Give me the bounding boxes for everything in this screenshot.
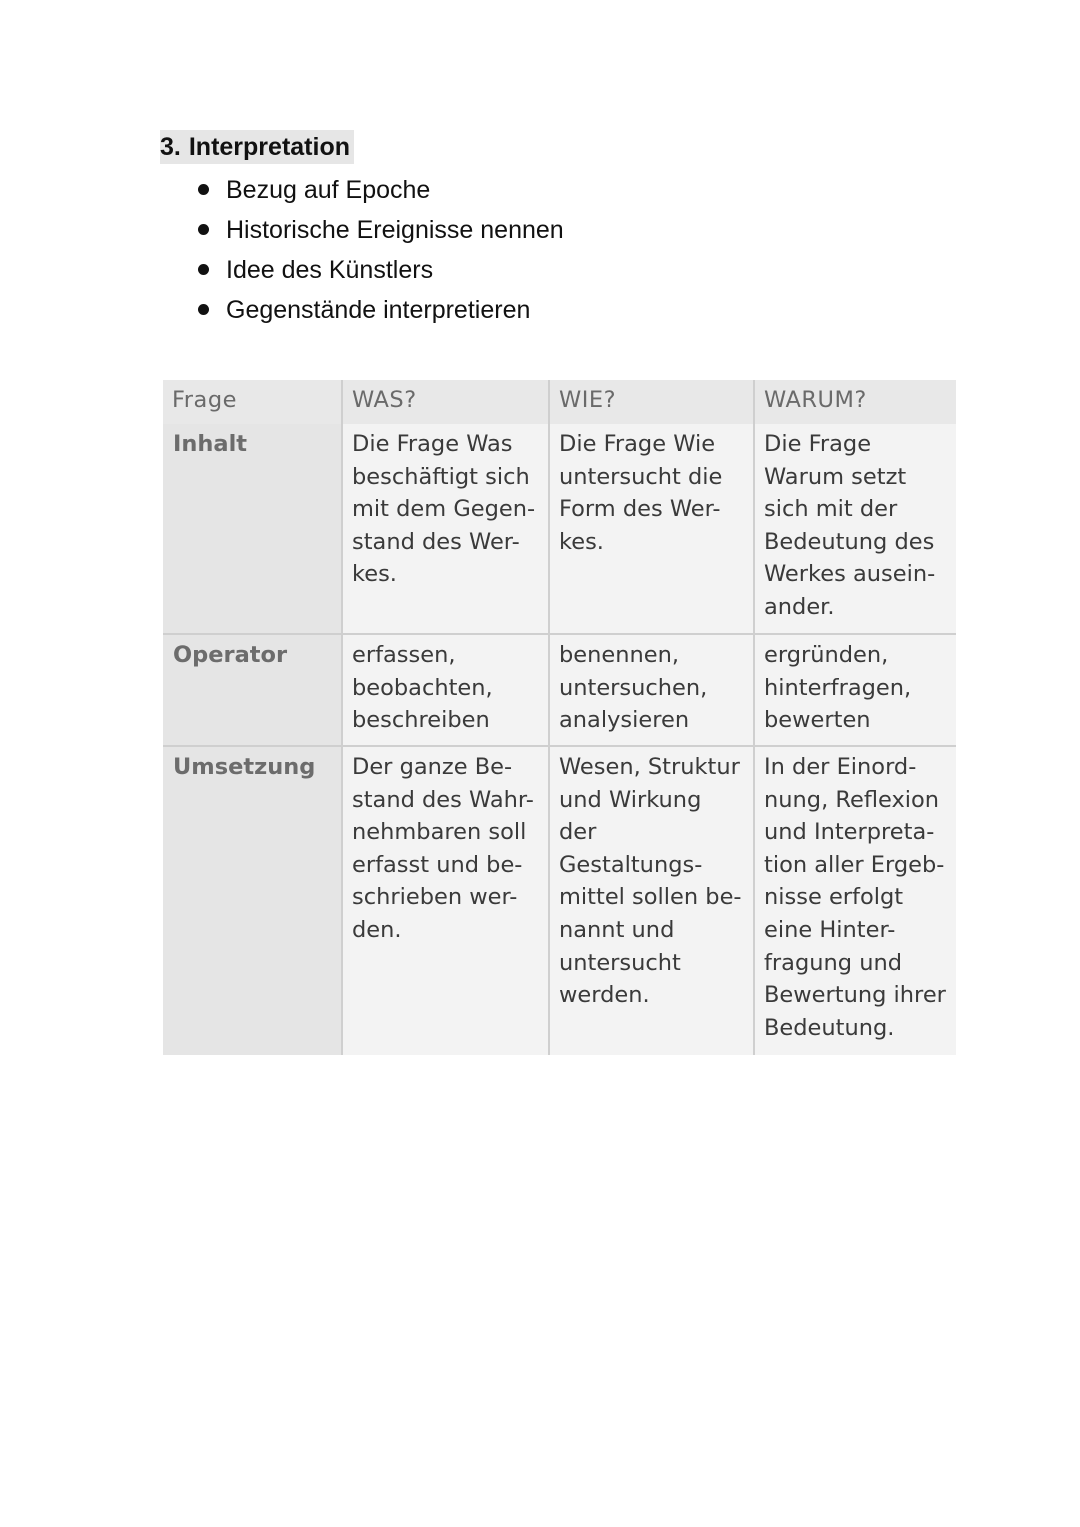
question-table: [163, 380, 956, 1055]
section-number: 3.: [160, 133, 181, 161]
list-item: [160, 250, 564, 290]
bullet-text: Bezug auf Epoche: [226, 176, 431, 204]
interpretation-section: [160, 130, 564, 330]
section-heading: [160, 130, 354, 164]
cell-text: Die Frage Was beschäftigt sich mit dem Gegen- stand des Wer- kes.: [352, 431, 536, 588]
header-was: WAS?: [342, 380, 549, 424]
table-cell: [549, 424, 754, 634]
cell-text: erfassen, beobachten, beschreiben: [352, 642, 493, 734]
table-cell: [342, 634, 549, 746]
cell-text: benennen, untersuchen, analysieren: [559, 642, 708, 734]
row-label: Umsetzung: [163, 746, 342, 1055]
table-cell: [342, 424, 549, 634]
table-row-operator: [163, 634, 956, 746]
list-item: [160, 170, 564, 210]
bullet-icon: [198, 184, 209, 195]
cell-text: In der Einord- nung, Reflexion und Interpreta- tion aller Ergeb- nisse erfolgt eine Hinter- fragung und Bewertung ihrer Bedeutung.: [764, 754, 946, 1041]
table-cell: [754, 746, 956, 1055]
cell-text: Der ganze Be- stand des Wahr- nehmbaren soll erfasst und be- schrieben wer- den.: [352, 754, 534, 943]
section-title: Interpretation: [188, 133, 350, 161]
header-frage: Frage: [163, 380, 342, 424]
table-cell: [549, 746, 754, 1055]
cell-text: ergründen, hinterfragen, bewerten: [764, 642, 912, 734]
table-row-inhalt: [163, 424, 956, 634]
table-cell: [754, 424, 956, 634]
bullet-icon: [198, 304, 209, 315]
row-label: Inhalt: [163, 424, 342, 634]
bullet-icon: [198, 264, 209, 275]
header-wie: WIE?: [549, 380, 754, 424]
bullet-icon: [198, 224, 209, 235]
bullet-text: Historische Ereignisse nennen: [226, 216, 564, 244]
cell-text: Wesen, Struktur und Wirkung der Gestaltungs- mittel sollen be- nannt und untersucht werden.: [559, 754, 742, 1009]
bullet-list: [160, 170, 564, 330]
bullet-text: Gegenstände interpretieren: [226, 296, 531, 324]
bullet-text: Idee des Künstlers: [226, 256, 434, 284]
table-row-umsetzung: [163, 746, 956, 1055]
table-cell: [754, 634, 956, 746]
scanned-table-image: [163, 380, 956, 1055]
cell-text: Die Frage Wie untersucht die Form des Wer- kes.: [559, 431, 723, 555]
cell-text: Die Frage Warum setzt sich mit der Bedeutung des Werkes ausein- ander.: [764, 431, 936, 620]
row-label: Operator: [163, 634, 342, 746]
header-warum: WARUM?: [754, 380, 956, 424]
list-item: [160, 290, 564, 330]
table-cell: [549, 634, 754, 746]
table-header-row: [163, 380, 956, 424]
list-item: [160, 210, 564, 250]
table-cell: [342, 746, 549, 1055]
